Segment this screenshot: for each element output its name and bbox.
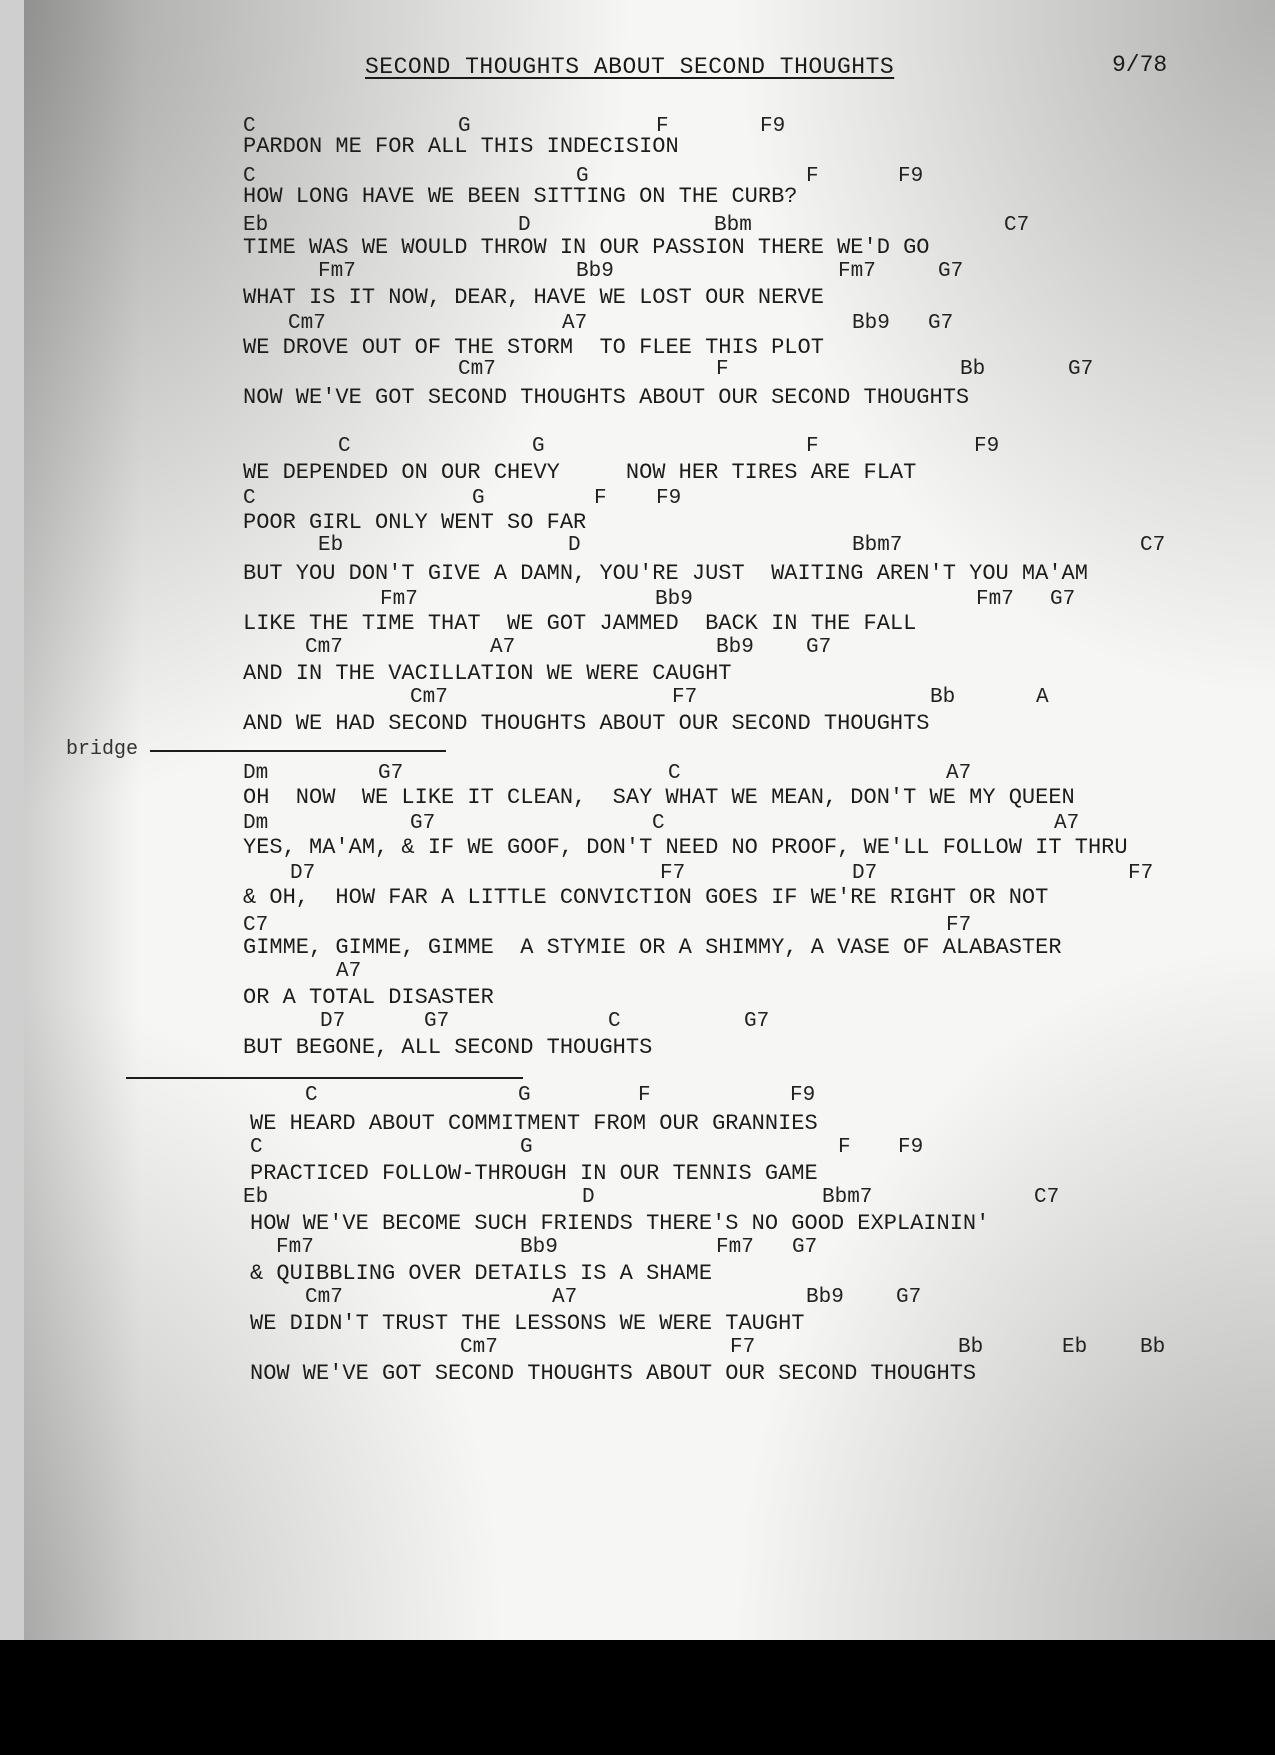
chord-symbol: F	[656, 115, 669, 138]
lyric-line: WHAT IS IT NOW, DEAR, HAVE WE LOST OUR NERVE	[243, 285, 824, 310]
chord-symbol: Bb9	[520, 1236, 558, 1259]
chord-symbol: Bb	[960, 358, 986, 381]
chord-symbol: F9	[974, 435, 1000, 458]
chord-symbol: C7	[243, 914, 269, 937]
chord-symbol: F	[838, 1136, 851, 1159]
chord-symbol: G7	[410, 812, 436, 835]
chord-symbol: F	[716, 358, 729, 381]
chord-symbol: D7	[320, 1010, 346, 1033]
lyric-line: AND IN THE VACILLATION WE WERE CAUGHT	[243, 661, 732, 686]
lyric-line: PARDON ME FOR ALL THIS INDECISION	[243, 134, 679, 159]
chord-symbol: C	[243, 115, 256, 138]
chord-symbol: Eb	[243, 1186, 269, 1209]
chord-symbol: Bb9	[576, 260, 614, 283]
chord-symbol: Fm7	[380, 588, 418, 611]
chord-symbol: Bb9	[852, 312, 890, 335]
chord-symbol: D7	[852, 862, 878, 885]
lyric-line: OH NOW WE LIKE IT CLEAN, SAY WHAT WE MEAN, DON'T WE MY QUEEN	[243, 785, 1075, 810]
chord-symbol: Cm7	[305, 636, 343, 659]
song-title: SECOND THOUGHTS ABOUT SECOND THOUGHTS	[365, 54, 895, 80]
chord-symbol: G7	[378, 762, 404, 785]
chord-symbol: Bb	[958, 1336, 984, 1359]
chord-symbol: G7	[938, 260, 964, 283]
chord-symbol: Cm7	[460, 1336, 498, 1359]
chord-symbol: Fm7	[276, 1236, 314, 1259]
chord-symbol: A	[1036, 686, 1049, 709]
lyric-line: WE HEARD ABOUT COMMITMENT FROM OUR GRANNIES	[250, 1111, 818, 1136]
chord-symbol: C	[652, 812, 665, 835]
chord-symbol: D	[518, 214, 531, 237]
lyric-line: & OH, HOW FAR A LITTLE CONVICTION GOES IF WE'RE RIGHT OR NOT	[243, 885, 1049, 910]
lyric-line: OR A TOTAL DISASTER	[243, 985, 494, 1010]
chord-symbol: Bbm7	[852, 534, 903, 557]
chord-symbol: F7	[1128, 862, 1154, 885]
chord-symbol: Fm7	[838, 260, 876, 283]
chord-symbol: Fm7	[976, 588, 1014, 611]
chord-symbol: C	[608, 1010, 621, 1033]
chord-symbol: C	[243, 165, 256, 188]
chord-symbol: G	[458, 115, 471, 138]
chord-symbol: G7	[424, 1010, 450, 1033]
chord-symbol: G7	[792, 1236, 818, 1259]
chord-symbol: C	[338, 435, 351, 458]
chord-symbol: Eb	[1062, 1336, 1088, 1359]
chord-symbol: A7	[1054, 812, 1080, 835]
lyric-line: POOR GIRL ONLY WENT SO FAR	[243, 510, 587, 535]
chord-symbol: Bb9	[716, 636, 754, 659]
lyric-line: NOW WE'VE GOT SECOND THOUGHTS ABOUT OUR SECOND THOUGHTS	[250, 1361, 977, 1386]
chord-symbol: A7	[562, 312, 588, 335]
chord-symbol: G7	[928, 312, 954, 335]
chord-symbol: C	[305, 1084, 318, 1107]
chord-symbol: Bb9	[806, 1286, 844, 1309]
lyric-line: LIKE THE TIME THAT WE GOT JAMMED BACK IN THE FALL	[243, 611, 917, 636]
chord-symbol: Dm	[243, 762, 269, 785]
chord-symbol: F	[806, 435, 819, 458]
chord-symbol: Cm7	[305, 1286, 343, 1309]
chord-symbol: D	[568, 534, 581, 557]
chord-symbol: F9	[898, 165, 924, 188]
chord-symbol: A7	[552, 1286, 578, 1309]
chord-symbol: C	[243, 487, 256, 510]
chord-symbol: Eb	[318, 534, 344, 557]
lyric-line: YES, MA'AM, & IF WE GOOF, DON'T NEED NO PROOF, WE'LL FOLLOW IT THRU	[243, 835, 1128, 860]
chord-symbol: C7	[1004, 214, 1030, 237]
bridge-end-rule	[126, 1077, 523, 1079]
chord-symbol: A7	[946, 762, 972, 785]
song-date: 9/78	[1112, 52, 1168, 78]
lyric-line: NOW WE'VE GOT SECOND THOUGHTS ABOUT OUR SECOND THOUGHTS	[243, 385, 970, 410]
chord-symbol: Fm7	[318, 260, 356, 283]
chord-symbol: F	[806, 165, 819, 188]
bridge-start-rule	[150, 750, 446, 752]
lyric-line: WE DIDN'T TRUST THE LESSONS WE WERE TAUGHT	[250, 1311, 805, 1336]
chord-symbol: Fm7	[716, 1236, 754, 1259]
chord-symbol: G	[518, 1084, 531, 1107]
lyric-line: GIMME, GIMME, GIMME A STYMIE OR A SHIMMY, A VASE OF ALABASTER	[243, 935, 1062, 960]
chord-symbol: Dm	[243, 812, 269, 835]
lyric-line: BUT YOU DON'T GIVE A DAMN, YOU'RE JUST WAITING AREN'T YOU MA'AM	[243, 561, 1088, 586]
chord-symbol: C	[250, 1136, 263, 1159]
chord-symbol: Bbm	[714, 214, 752, 237]
chord-symbol: A7	[336, 960, 362, 983]
lyric-line: HOW LONG HAVE WE BEEN SITTING ON THE CURB?	[243, 184, 798, 209]
chord-symbol: G	[520, 1136, 533, 1159]
chord-symbol: F9	[760, 115, 786, 138]
chord-symbol: G7	[744, 1010, 770, 1033]
lyric-line: AND WE HAD SECOND THOUGHTS ABOUT OUR SECOND THOUGHTS	[243, 711, 930, 736]
chord-symbol: A7	[490, 636, 516, 659]
chord-symbol: G	[576, 165, 589, 188]
chord-symbol: Bb	[1140, 1336, 1166, 1359]
chord-symbol: Cm7	[288, 312, 326, 335]
lyric-line: & QUIBBLING OVER DETAILS IS A SHAME	[250, 1261, 713, 1286]
chord-symbol: F9	[898, 1136, 924, 1159]
chord-symbol: Cm7	[410, 686, 448, 709]
chord-symbol: G7	[1050, 588, 1076, 611]
chord-symbol: C	[668, 762, 681, 785]
page-edge	[0, 0, 24, 1640]
chord-symbol: F7	[730, 1336, 756, 1359]
chord-symbol: G7	[896, 1286, 922, 1309]
chord-symbol: F7	[660, 862, 686, 885]
chord-symbol: Cm7	[458, 358, 496, 381]
lyric-line: WE DROVE OUT OF THE STORM TO FLEE THIS PLOT	[243, 335, 824, 360]
chord-symbol: F	[594, 487, 607, 510]
chord-symbol: D	[582, 1186, 595, 1209]
lyric-line: HOW WE'VE BECOME SUCH FRIENDS THERE'S NO GOOD EXPLAININ'	[250, 1211, 990, 1236]
chord-symbol: F7	[672, 686, 698, 709]
lyric-line: TIME WAS WE WOULD THROW IN OUR PASSION THERE WE'D GO	[243, 235, 930, 260]
bridge-label: bridge	[66, 738, 139, 761]
chord-symbol: F9	[790, 1084, 816, 1107]
chord-symbol: Bb9	[655, 588, 693, 611]
lyric-line: WE DEPENDED ON OUR CHEVY NOW HER TIRES ARE FLAT	[243, 460, 917, 485]
chord-symbol: D7	[290, 862, 316, 885]
chord-symbol: F	[638, 1084, 651, 1107]
chord-symbol: G	[532, 435, 545, 458]
chord-symbol: C7	[1034, 1186, 1060, 1209]
chord-symbol: F7	[946, 914, 972, 937]
chord-symbol: F9	[656, 487, 682, 510]
chord-symbol: Eb	[243, 214, 269, 237]
lyric-line: PRACTICED FOLLOW-THROUGH IN OUR TENNIS GAME	[250, 1161, 818, 1186]
chord-symbol: C7	[1140, 534, 1166, 557]
chord-symbol: G	[472, 487, 485, 510]
chord-symbol: G7	[1068, 358, 1094, 381]
chord-symbol: G7	[806, 636, 832, 659]
chord-symbol: Bb	[930, 686, 956, 709]
lyric-line: BUT BEGONE, ALL SECOND THOUGHTS	[243, 1035, 653, 1060]
chord-symbol: Bbm7	[822, 1186, 873, 1209]
